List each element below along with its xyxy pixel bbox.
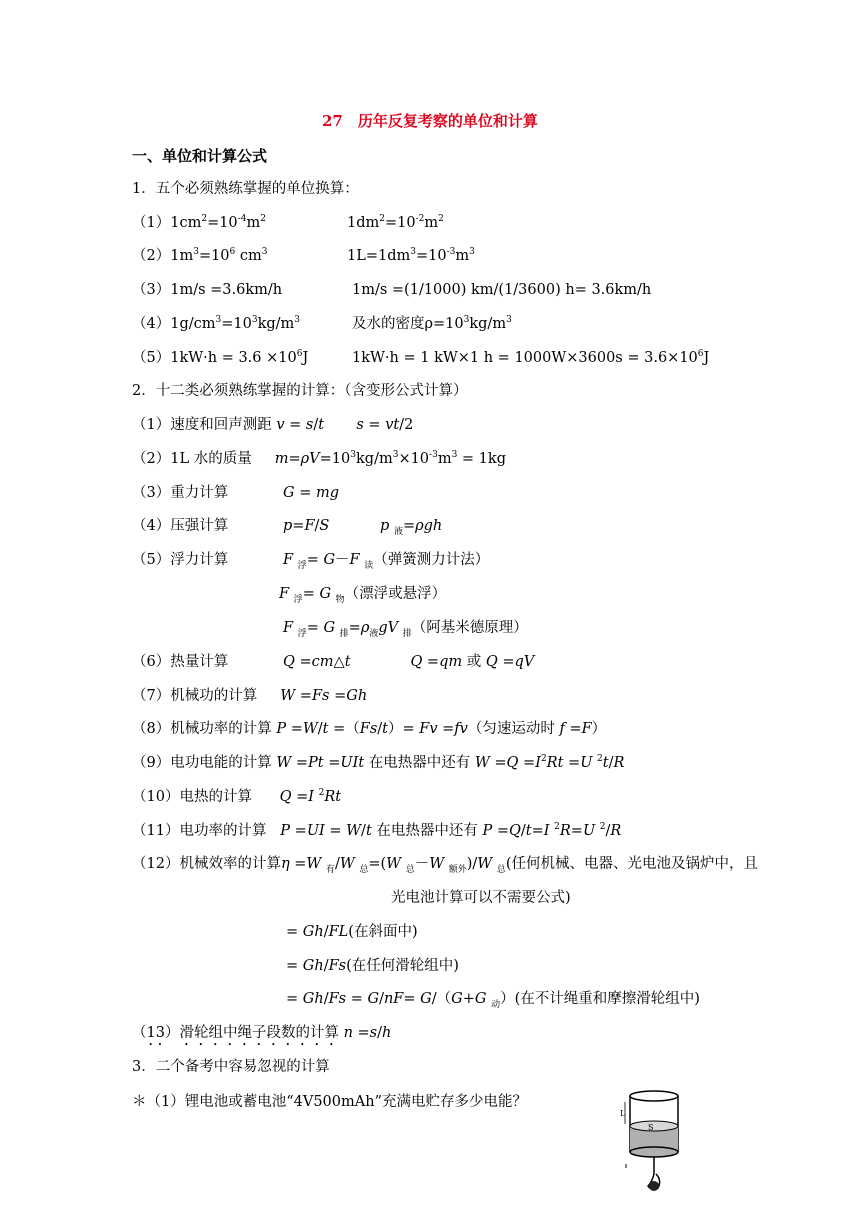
calc-5-formula-b: F $_浮$= G $_物$（漂浮或悬浮）: [279, 586, 447, 605]
unit-row-1-right: $1dm^2=10^{-2}m^2$: [347, 214, 444, 231]
calc-6: （6）热量计算: [132, 654, 229, 670]
calc-10: （10）电热的计算 Q =I $^2$Rt: [132, 788, 342, 805]
unit-row-5: $(5)1kW\cdot h = 3.6 \times 10^6J$: [132, 349, 309, 366]
calc-12-cont: 光电池计算可以不需要公式): [391, 890, 571, 906]
calc-5-formula-a: F $_浮$= G－F $_读$（弹簧测力计法）: [283, 552, 490, 571]
figure-label-l: L: [620, 1109, 626, 1118]
calc-12-c: = Gh/Fs = G/nF= G/（G+G $_动$）(在不计绳重和摩擦滑轮组中): [286, 991, 700, 1010]
calc-13: （13）滑轮组中绳子段数的计算 n =s/h: [132, 1025, 392, 1041]
cylinder-figure: [614, 1082, 694, 1202]
calc-3: （3）重力计算: [132, 485, 229, 501]
section-heading: 一、单位和计算公式: [132, 147, 268, 165]
page-title: 27 历年反复考察的单位和计算: [322, 112, 538, 130]
unit-row-4: $(4)1g/cm^3=10^3kg/m^3$: [132, 315, 301, 332]
calc-12-b: = Gh/Fs(在任何滑轮组中): [286, 958, 459, 974]
calc-4-formula: p=F/S p $_液$=ρgh: [283, 518, 443, 537]
calc-7: （7）机械功的计算 W =Fs =Gh: [132, 688, 368, 704]
unit-row-1: $(1)1cm^2=10^{-4}m^2$: [132, 214, 266, 231]
unit-row-3: （3）1m/s =3.6km/h: [132, 282, 283, 298]
q3-heading: 3．二个备考中容易忽视的计算: [132, 1059, 330, 1075]
calc-1: （1）速度和回声测距 v = s/t s = vt/2: [132, 417, 414, 433]
calc-11: （11）电功率的计算 P =UI = W/t 在电热器中还有 P =Q/t=I $^2$R=U $^2$/R: [132, 822, 622, 839]
unit-row-5-right: 1kW·h = 1 kW×1 $h = 1000W\times 3600s = 3.6\times 10^6J$: [352, 349, 710, 366]
unit-row-3-right: 1m/s =(1/1000) km/(1/3600) h= 3.6km/h: [352, 282, 652, 298]
q3-item-1: ＊（1）锂电池或蓄电池“4V500mAh”充满电贮存多少电能？: [132, 1094, 527, 1110]
calc-5: （5）浮力计算: [132, 552, 229, 568]
calc-9: （9）电功电能的计算 W =Pt =UIt 在电热器中还有 $W =Q =I^2Rt =U$ $^2$t/R: [132, 754, 625, 771]
calc-12-a: = Gh/FL(在斜面中): [286, 924, 418, 940]
unit-row-2: $(2)1m^3=10^6$ $cm^3$: [132, 247, 268, 264]
figure-label-s: S: [648, 1123, 654, 1132]
calc-4: （4）压强计算: [132, 518, 229, 534]
calc-5-formula-c: F $_浮$= G $_排=\rho_液gV$ $_排$（阿基米德原理）: [283, 620, 528, 639]
calc-6-formula: Q =cm△t Q =qm 或 Q =qV: [283, 654, 535, 670]
calc-2: （2）1L 水的质量 $m=\rho V=10^3kg/m^3\times 10^{-3}m^3 = 1kg$: [132, 450, 506, 467]
unit-row-2-right: $1L=1dm^3=10^{-3}m^3$: [347, 247, 475, 264]
calc-12: （12）机械效率的计算η =W $_有$/W $_总$=(W $_总$－W $_{额外}$)/W $_总$(任何机械、电器、光电池及锅炉中，且: [132, 856, 758, 875]
q2-heading: 2．十二类必须熟练掌握的计算：（含变形公式计算）: [132, 383, 468, 399]
calc-3-formula: G = mg: [283, 485, 340, 501]
q1-heading: 1．五个必须熟练掌握的单位换算：: [132, 181, 359, 197]
unit-row-4-right: 及水的密度$\rho=10^3kg/m^3$: [352, 315, 512, 332]
calc-8: （8）机械功率的计算 P =W/t =（Fs/t）= Fv =fv（匀速运动时 f =F）: [132, 721, 607, 737]
